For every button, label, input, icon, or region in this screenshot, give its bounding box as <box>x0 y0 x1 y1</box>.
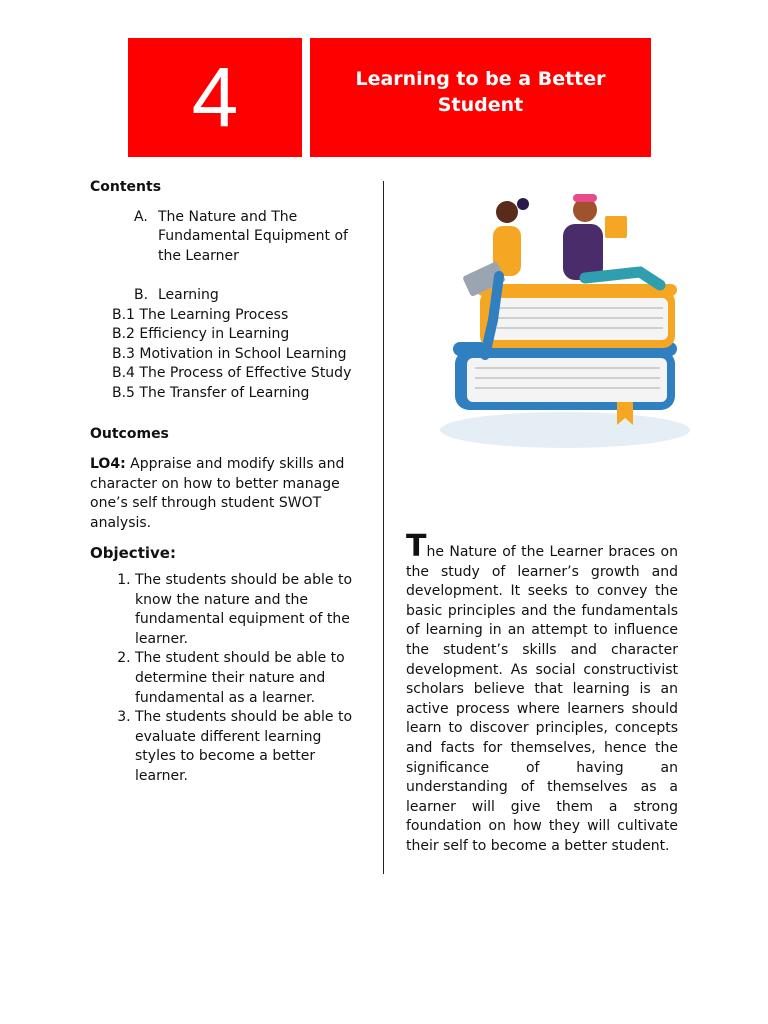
learning-outcome-label: LO4: <box>90 456 126 473</box>
outcomes-heading: Outcomes <box>90 425 169 442</box>
objective-item: 3. The students should be able to evaluate different learning styles to become a better learner. <box>135 708 365 786</box>
objective-item: 2. The student should be able to determine their nature and fundamental as a learner. <box>135 649 365 708</box>
contents-sub-item: B.1 The Learning Process <box>112 306 289 323</box>
shadow-shape <box>440 412 690 448</box>
objective-list <box>90 571 365 787</box>
chapter-title: Learning to be a Better Student <box>355 68 606 116</box>
learning-outcome <box>90 455 365 533</box>
contents-item-a-text: The Nature and The Fundamental Equipment of the Learner <box>158 208 348 264</box>
intro-text: he Nature of the Learner braces on the study of learner’s growth and development. It seeks to convey the basic principles and the fundamentals of learning in an attempt to influence the student’s skills and character development. As social constructivist scholars believe that learning is an active process where learners should learn to discover principles, concepts and facts for themselves, hence the significance of having an understanding of themselves as a learner will give them a strong foundation on how they will cultivate their self to become a better student. <box>406 544 678 854</box>
chapter-title-box <box>310 38 651 157</box>
students-on-books-illustration <box>435 190 695 460</box>
contents-sub-item: B.4 The Process of Effective Study <box>112 365 352 382</box>
contents-heading: Contents <box>90 179 162 195</box>
contents-item-b <box>90 286 365 306</box>
objective-heading: Objective: <box>90 543 176 562</box>
boy-book-shape <box>605 216 627 238</box>
book-bottom-pages <box>467 358 667 402</box>
objective-item: 1. The students should be able to know the nature and the fundamental equipment of the learner. <box>135 571 365 649</box>
contents-item-b-text: Learning <box>158 286 219 303</box>
contents-list <box>90 208 365 404</box>
intro-paragraph <box>406 529 678 857</box>
learning-outcome-text: Appraise and modify skills and character on how to better manage one’s self through student SWOT analysis. <box>90 456 345 531</box>
contents-item-a-marker: A. <box>134 208 148 225</box>
left-column <box>90 178 365 787</box>
contents-sub-item: B.2 Efficiency in Learning <box>112 326 290 343</box>
contents-sub-item: B.3 Motivation in School Learning <box>112 345 347 362</box>
contents-item-b-marker: B. <box>134 286 149 303</box>
drop-cap: T <box>406 529 427 564</box>
contents-item-a <box>90 208 365 267</box>
contents-sub-item: B.5 The Transfer of Learning <box>112 384 310 401</box>
girl-head <box>496 201 518 223</box>
chapter-number-box <box>128 38 302 157</box>
chapter-number: 4 <box>191 50 239 144</box>
column-divider <box>383 181 384 874</box>
